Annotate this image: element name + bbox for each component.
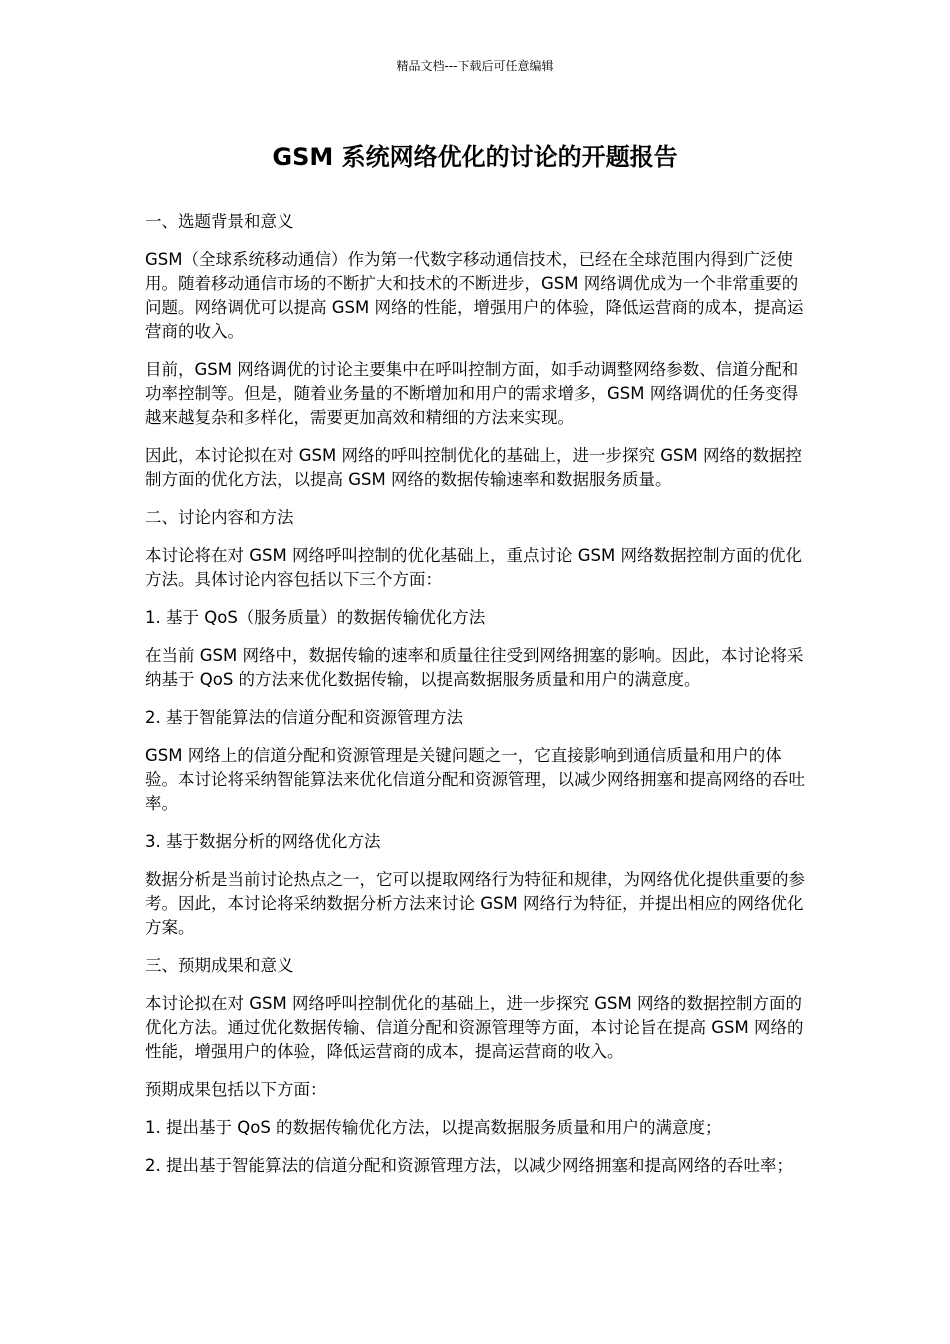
paragraph: 在当前 GSM 网络中，数据传输的速率和质量往往受到网络拥塞的影响。因此，本讨论将采纳基于 QoS 的方法来优化数据传输，以提高数据服务质量和用户的满意度。 bbox=[145, 646, 804, 689]
header-note: 精品文档---下载后可任意编辑 bbox=[396, 59, 554, 73]
paragraph: 本讨论拟在对 GSM 网络呼叫控制优化的基础上，进一步探究 GSM 网络的数据控制方面的优化方法。通过优化数据传输、信道分配和资源管理等方面，本讨论旨在提高 GSM 网络的性能，增强用户的体验，降低运营商的成本，提高运营商的收入。 bbox=[145, 994, 804, 1061]
list-item-heading: 1. 基于 QoS（服务质量）的数据传输优化方法 bbox=[145, 608, 486, 627]
list-item-heading: 2. 基于智能算法的信道分配和资源管理方法 bbox=[145, 708, 463, 727]
paragraph: 本讨论将在对 GSM 网络呼叫控制的优化基础上，重点讨论 GSM 网络数据控制方面的优化方法。具体讨论内容包括以下三个方面： bbox=[145, 546, 802, 589]
paragraph: 目前，GSM 网络调优的讨论主要集中在呼叫控制方面，如手动调整网络参数、信道分配和功率控制等。但是，随着业务量的不断增加和用户的需求增多，GSM 网络调优的任务变得越来越复杂和多样化，需要更加高效和精细的方法来实现。 bbox=[145, 360, 799, 427]
paragraph: 预期成果包括以下方面： bbox=[145, 1080, 327, 1099]
document-title: GSM 系统网络优化的讨论的开题报告 bbox=[272, 143, 678, 171]
list-item: 1. 提出基于 QoS 的数据传输优化方法，以提高数据服务质量和用户的满意度； bbox=[145, 1118, 722, 1137]
paragraph: GSM 网络上的信道分配和资源管理是关键问题之一，它直接影响到通信质量和用户的体验。本讨论将采纳智能算法来优化信道分配和资源管理，以减少网络拥塞和提高网络的吞吐率。 bbox=[145, 746, 805, 813]
section-heading-expected-results: 三、预期成果和意义 bbox=[145, 956, 294, 975]
list-item-heading: 3. 基于数据分析的网络优化方法 bbox=[145, 832, 381, 851]
section-heading-background: 一、选题背景和意义 bbox=[145, 212, 294, 231]
paragraph: GSM（全球系统移动通信）作为第一代数字移动通信技术，已经在全球范围内得到广泛使用。随着移动通信市场的不断扩大和技术的不断进步，GSM 网络调优成为一个非常重要的问题。网络调优可以提高 GSM 网络的性能，增强用户的体验，降低运营商的成本，提高运营商的收入。 bbox=[145, 250, 804, 341]
paragraph: 因此，本讨论拟在对 GSM 网络的呼叫控制优化的基础上，进一步探究 GSM 网络的数据控制方面的优化方法，以提高 GSM 网络的数据传输速率和数据服务质量。 bbox=[145, 446, 802, 489]
section-heading-content-method: 二、讨论内容和方法 bbox=[145, 508, 294, 527]
document-body bbox=[145, 210, 809, 1192]
list-item: 2. 提出基于智能算法的信道分配和资源管理方法，以减少网络拥塞和提高网络的吞吐率； bbox=[145, 1156, 793, 1175]
paragraph: 数据分析是当前讨论热点之一，它可以提取网络行为特征和规律，为网络优化提供重要的参考。因此，本讨论将采纳数据分析方法来讨论 GSM 网络行为特征，并提出相应的网络优化方案。 bbox=[145, 870, 805, 937]
